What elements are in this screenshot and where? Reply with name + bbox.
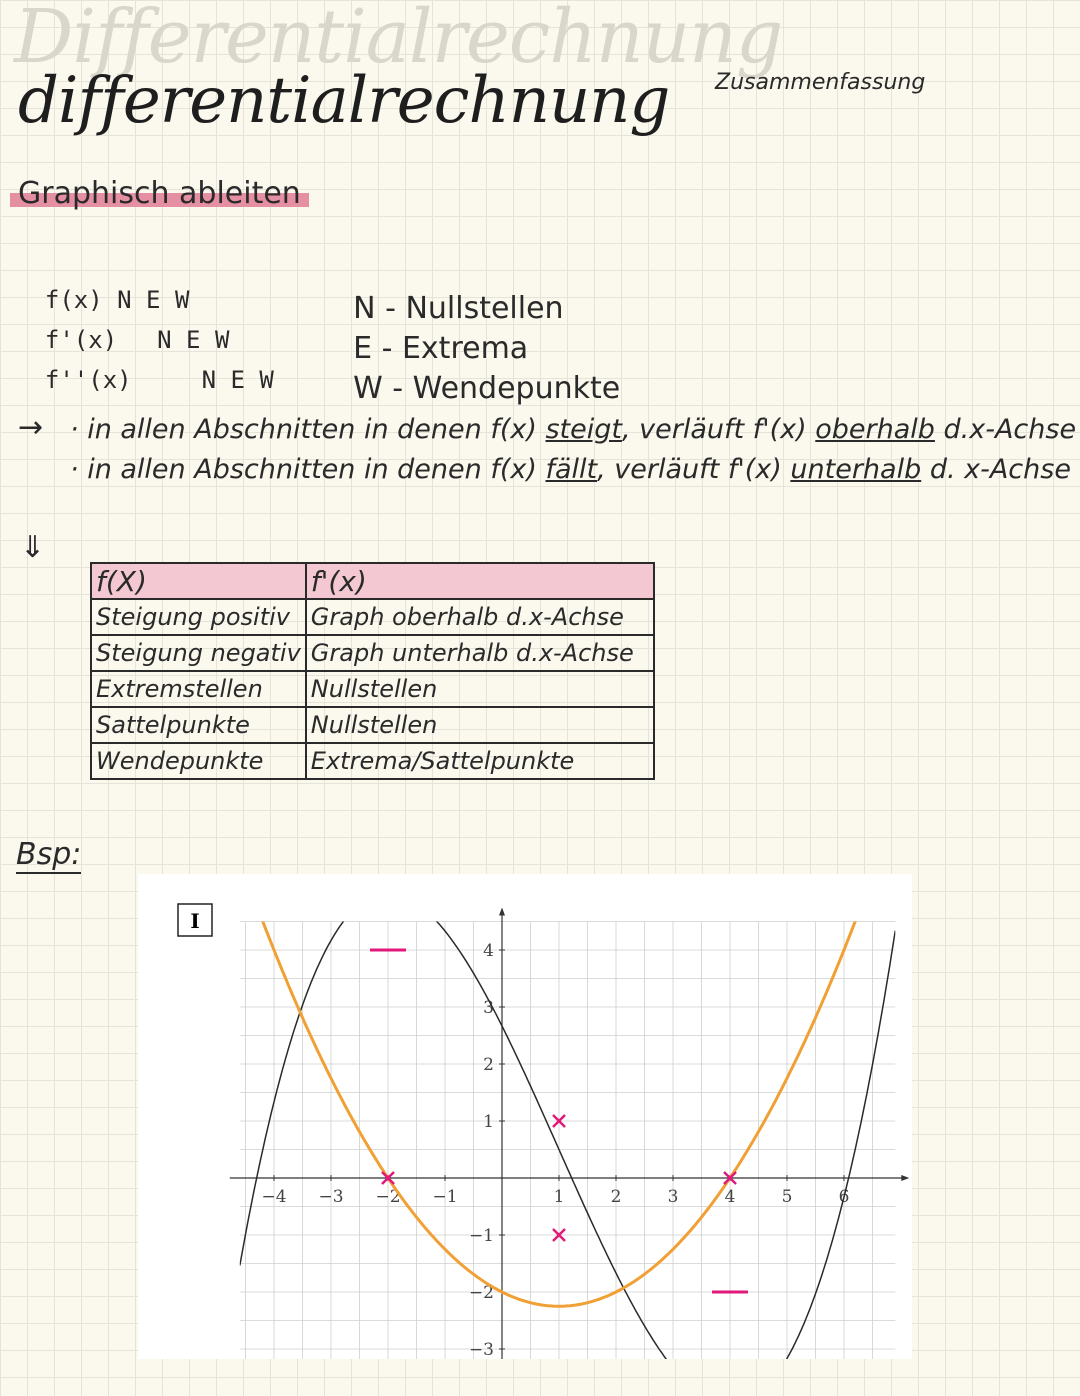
rule-keyword: steigt <box>545 414 622 445</box>
schedule-letters: N E W <box>117 286 190 314</box>
legend-letter: W <box>353 371 383 406</box>
x-tick-label: 6 <box>838 1187 850 1207</box>
x-tick-label: 2 <box>610 1187 622 1207</box>
legend-item <box>334 336 620 406</box>
y-tick-label: 1 <box>483 1112 494 1132</box>
table-cell: Extremstellen <box>91 671 306 707</box>
x-tick-label: 1 <box>553 1187 565 1207</box>
table-row <box>91 707 654 743</box>
comparison-table <box>90 562 655 780</box>
rule-text: d.x-Achse <box>943 414 1077 445</box>
table-cell: Graph unterhalb d.x-Achse <box>306 635 654 671</box>
bullet-icon: · <box>70 414 79 445</box>
schedule-letters: N E W <box>157 326 230 354</box>
legend-letter: N <box>353 291 376 326</box>
rule-keyword: fällt <box>545 454 598 485</box>
rule-text: in allen Abschnitten in denen f(x) <box>87 454 537 485</box>
function-plot <box>138 874 912 1359</box>
x-tick-label: 4 <box>724 1187 736 1207</box>
x-tick-label: −1 <box>432 1187 458 1207</box>
legend-meaning: Extrema <box>401 331 529 366</box>
table-header-row <box>91 563 654 599</box>
svg-text:I: I <box>190 909 200 933</box>
table-cell: Nullstellen <box>306 707 654 743</box>
x-tick-label: −4 <box>261 1187 287 1207</box>
arrow-down-icon: ⇓ <box>20 530 46 565</box>
table-cell: Steigung positiv <box>91 599 306 635</box>
summary-tag: Zusammenfassung <box>715 70 926 95</box>
rule-text: , verläuft f'(x) <box>597 454 782 485</box>
table-row <box>91 743 654 779</box>
table-header-cell: f'(x) <box>306 563 654 599</box>
y-tick-label: −2 <box>468 1283 494 1303</box>
x-tick-label: −2 <box>375 1187 401 1207</box>
panel-label <box>178 904 212 936</box>
schedule-letters: N E W <box>201 366 274 394</box>
bullet-icon: · <box>70 454 79 485</box>
table-row <box>91 599 654 635</box>
legend-sep: - <box>381 331 393 366</box>
table-row <box>91 635 654 671</box>
table-cell: Graph oberhalb d.x-Achse <box>306 599 654 635</box>
table-cell: Nullstellen <box>306 671 654 707</box>
x-tick-label: 5 <box>781 1187 793 1207</box>
y-tick-label: −1 <box>468 1226 494 1246</box>
schedule-func: f''(x) <box>44 366 132 394</box>
table-row <box>91 671 654 707</box>
rule-text: d. x-Achse <box>929 454 1071 485</box>
y-tick-label: 2 <box>483 1055 494 1075</box>
legend-letter: E <box>353 331 373 366</box>
table-header-cell: f(X) <box>91 563 306 599</box>
legend-sep: - <box>392 371 404 406</box>
example-label: Bsp: <box>16 837 82 872</box>
rule-line <box>70 454 1071 485</box>
plot-background <box>138 874 912 1359</box>
rule-position: oberhalb <box>815 414 935 445</box>
legend-meaning: Nullstellen <box>405 291 564 326</box>
rule-position: unterhalb <box>790 454 922 485</box>
rule-line <box>70 414 1076 445</box>
rule-text: in allen Abschnitten in denen f(x) <box>87 414 537 445</box>
rule-text: , verläuft f'(x) <box>621 414 807 445</box>
y-tick-label: 4 <box>483 941 494 961</box>
y-tick-label: 3 <box>483 998 494 1018</box>
page-title: differentialrechnung <box>18 64 670 138</box>
x-tick-label: 3 <box>667 1187 679 1207</box>
y-tick-label: −3 <box>468 1340 494 1359</box>
schedule-func: f(x) <box>44 286 103 314</box>
table-cell: Sattelpunkte <box>91 707 306 743</box>
schedule-func: f'(x) <box>44 326 118 354</box>
legend-meaning: Wendepunkte <box>412 371 621 406</box>
ghost-title: Differentialrechnung <box>14 0 783 80</box>
legend-sep: - <box>385 291 396 326</box>
x-tick-label: −3 <box>318 1187 344 1207</box>
table-cell: Steigung negativ <box>91 635 306 671</box>
table-cell: Extrema/Sattelpunkte <box>306 743 654 779</box>
table-cell: Wendepunkte <box>91 743 306 779</box>
section-heading: Graphisch ableiten <box>10 176 309 211</box>
schedule-row <box>16 338 274 394</box>
arrow-right-icon: → <box>18 410 44 445</box>
